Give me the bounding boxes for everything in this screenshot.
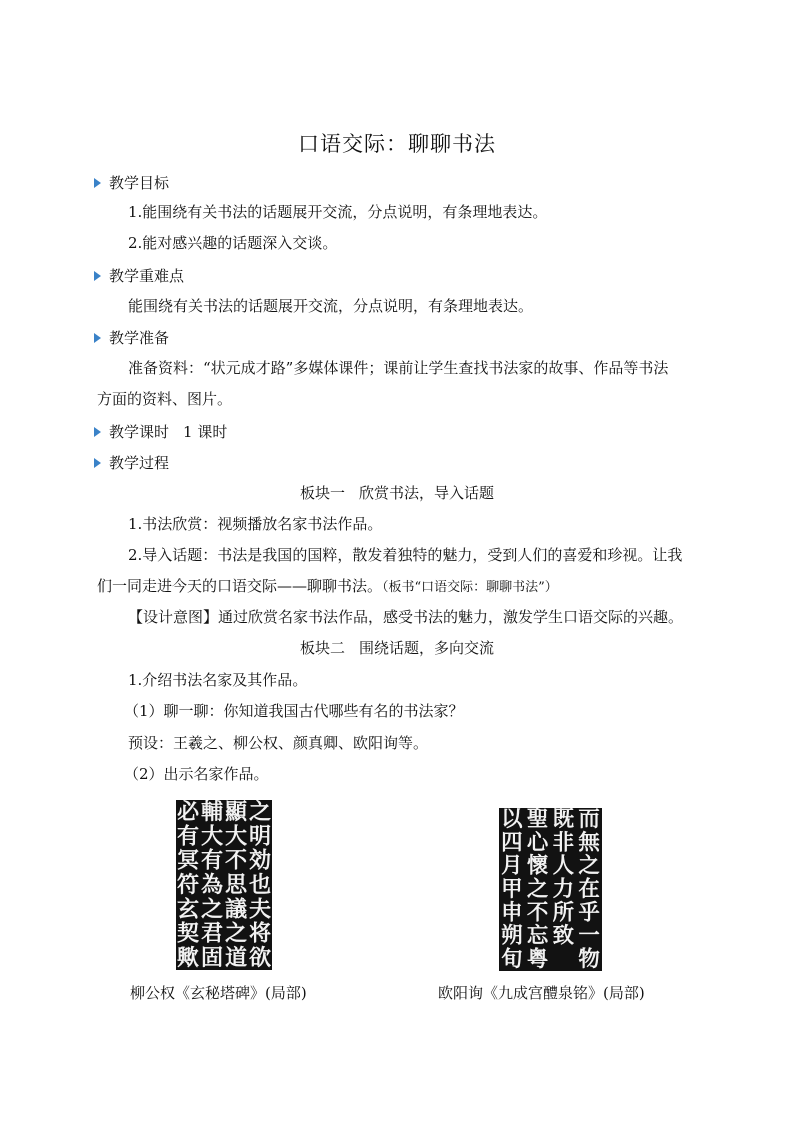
bullet-triangle-icon bbox=[94, 427, 101, 437]
prep-line: 准备资料：“状元成才路”多媒体课件；课前让学生查找书法家的故事、作品等书法 bbox=[128, 359, 669, 377]
design-text: 通过欣赏名家书法作品，感受书法的魅力，激发学生口语交际的兴趣。 bbox=[218, 608, 684, 626]
calligraphy-character: 将 bbox=[248, 920, 272, 947]
calligraphy-character: 玄 bbox=[176, 896, 200, 923]
section-process-heading bbox=[94, 452, 169, 473]
calligraphy-character: 之 bbox=[578, 853, 600, 879]
calligraphy-character: 以 bbox=[501, 808, 523, 833]
question-2: （2）出示名家作品。 bbox=[124, 765, 269, 783]
bullet-triangle-icon bbox=[94, 333, 101, 343]
calligraphy-character: 甲 bbox=[501, 877, 523, 902]
calligraphy-character: 不 bbox=[526, 900, 549, 926]
calligraphy-character: 顯 bbox=[224, 800, 248, 826]
calligraphy-character: 明 bbox=[248, 823, 272, 850]
calligraphy-character: 懷 bbox=[526, 853, 549, 879]
block1-item: 2.导入话题：书法是我国的国粹，散发着独特的魅力，受到人们的喜爱和珍视。让我 bbox=[128, 546, 683, 564]
left-image-caption: 柳公权《玄秘塔碑》(局部) bbox=[130, 984, 307, 1002]
bullet-triangle-icon bbox=[94, 458, 101, 468]
calligraphy-character: 四 bbox=[501, 830, 523, 856]
right-image-caption: 欧阳询《九成宫醴泉铭》(局部) bbox=[438, 984, 645, 1002]
calligraphy-character: 輔 bbox=[200, 800, 224, 826]
blackboard-note: （板书“口语交际：聊聊书法”） bbox=[382, 580, 558, 595]
calligraphy-character: 之 bbox=[248, 800, 272, 826]
ouyang-xun-calligraphy-image bbox=[499, 808, 602, 971]
block1-item bbox=[97, 576, 558, 598]
calligraphy-character: 力 bbox=[552, 877, 575, 902]
block2-label: 板块二 bbox=[299, 639, 345, 657]
calligraphy-character: 必 bbox=[176, 800, 200, 826]
calligraphy-character: 之 bbox=[526, 877, 549, 902]
calligraphy-character: 聖 bbox=[526, 808, 549, 833]
calligraphy-character: 之 bbox=[224, 920, 248, 947]
calligraphy-character: 朔 bbox=[501, 923, 523, 949]
bullet-triangle-icon bbox=[94, 178, 101, 188]
calligraphy-character: 無 bbox=[578, 830, 600, 856]
calligraphy-character: 之 bbox=[200, 896, 224, 923]
calligraphy-character: 粤 bbox=[526, 946, 549, 971]
calligraphy-character: 議 bbox=[224, 896, 248, 923]
calligraphy-character: 既 bbox=[552, 808, 575, 833]
calligraphy-character: 符 bbox=[176, 872, 200, 898]
calligraphy-character: 在 bbox=[578, 877, 600, 902]
calligraphy-character: 効 bbox=[248, 847, 272, 874]
calligraphy-character: 冥 bbox=[176, 847, 200, 874]
liu-gongquan-calligraphy-image bbox=[176, 800, 272, 970]
calligraphy-character: 一 bbox=[578, 923, 600, 949]
calligraphy-character: 有 bbox=[200, 847, 224, 874]
bullet-triangle-icon bbox=[94, 271, 101, 281]
heading-text: 教学重难点 bbox=[109, 267, 185, 285]
calligraphy-character: 思 bbox=[224, 872, 248, 898]
calligraphy-character: 物 bbox=[578, 946, 600, 971]
heading-text: 教学过程 bbox=[109, 454, 170, 472]
calligraphy-character: 月 bbox=[501, 853, 523, 879]
block2-item: 1.介绍书法名家及其作品。 bbox=[128, 671, 308, 689]
section-goals-heading bbox=[94, 172, 169, 193]
block1-topic: 欣赏书法，导入话题 bbox=[359, 484, 495, 502]
heading-text: 教学目标 bbox=[109, 174, 170, 192]
calligraphy-character: 人 bbox=[552, 853, 575, 879]
calligraphy-character: 申 bbox=[501, 900, 523, 926]
section-key-heading bbox=[94, 265, 184, 286]
block1-item-text: 们一同走进今天的口语交际——聊聊书法。 bbox=[97, 577, 383, 595]
prep-line: 方面的资料、图片。 bbox=[97, 390, 233, 408]
block2-title bbox=[0, 638, 794, 658]
section-hours-heading bbox=[94, 421, 227, 442]
calligraphy-character: 而 bbox=[578, 808, 600, 833]
block1-label: 板块一 bbox=[299, 484, 345, 502]
calligraphy-character: 有 bbox=[176, 823, 200, 850]
preset-answer: 预设：王羲之、柳公权、颜真卿、欧阳询等。 bbox=[128, 734, 429, 752]
calligraphy-character: 夫 bbox=[248, 896, 272, 923]
calligraphy-character: 乎 bbox=[578, 900, 600, 926]
calligraphy-character: 欲 bbox=[248, 944, 272, 970]
calligraphy-character: 契 bbox=[176, 920, 200, 947]
calligraphy-character: 不 bbox=[224, 847, 248, 874]
hours-value: 1 课时 bbox=[183, 423, 228, 441]
section-prep-heading bbox=[94, 327, 169, 348]
calligraphy-character: 所 bbox=[552, 900, 575, 926]
calligraphy-character: 致 bbox=[552, 923, 575, 949]
page-title: 口语交际：聊聊书法 bbox=[298, 132, 496, 156]
calligraphy-character: 非 bbox=[552, 830, 575, 856]
calligraphy-character: 歟 bbox=[176, 944, 200, 970]
calligraphy-character: 旬 bbox=[501, 946, 523, 971]
calligraphy-character: 道 bbox=[224, 944, 248, 970]
calligraphy-character: 為 bbox=[200, 872, 224, 898]
heading-text: 教学准备 bbox=[109, 329, 170, 347]
goal-item: 1.能围绕有关书法的话题展开交流，分点说明，有条理地表达。 bbox=[128, 203, 548, 221]
goal-item: 2.能对感兴趣的话题深入交谈。 bbox=[128, 234, 338, 252]
heading-text: 教学课时 bbox=[109, 423, 170, 441]
question-1: （1）聊一聊：你知道我国古代哪些有名的书法家？ bbox=[124, 702, 464, 720]
calligraphy-character: 忘 bbox=[526, 923, 549, 949]
calligraphy-character: 固 bbox=[200, 944, 224, 970]
block1-title bbox=[0, 483, 794, 503]
block2-topic: 围绕话题，多向交流 bbox=[359, 639, 495, 657]
design-intent bbox=[128, 607, 683, 627]
block1-item: 1.书法欣赏：视频播放名家书法作品。 bbox=[128, 515, 383, 533]
design-tag: 【设计意图】 bbox=[128, 608, 219, 626]
calligraphy-character: 也 bbox=[248, 872, 272, 898]
calligraphy-character: 大 bbox=[200, 823, 224, 850]
calligraphy-character: 君 bbox=[200, 920, 224, 947]
calligraphy-character: 心 bbox=[526, 830, 549, 856]
key-text: 能围绕有关书法的话题展开交流，分点说明，有条理地表达。 bbox=[128, 297, 534, 315]
calligraphy-character: 大 bbox=[224, 823, 248, 850]
